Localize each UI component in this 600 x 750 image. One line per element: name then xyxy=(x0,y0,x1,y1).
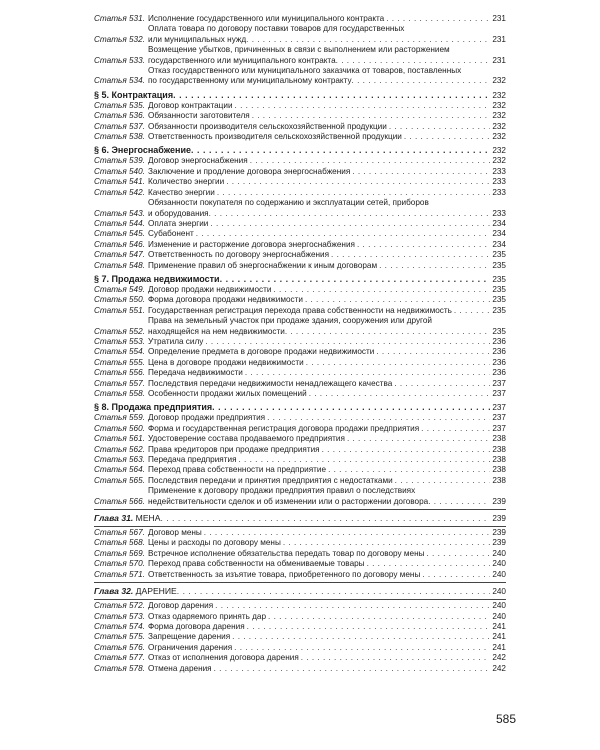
article-title-text: Обязанности заготовителя xyxy=(148,111,250,121)
article-label: Статья 561. xyxy=(94,434,145,444)
article-label: Статья 550. xyxy=(94,295,145,305)
article-title xyxy=(148,66,490,87)
page-ref: 234 xyxy=(492,218,506,228)
page-ref: 233 xyxy=(492,177,506,187)
article-label: Статья 559. xyxy=(94,413,145,423)
article-label: Статья 560. xyxy=(94,423,145,433)
article-title xyxy=(148,379,490,389)
toc-entry[interactable] xyxy=(94,66,506,87)
article-title-text: Отказ от исполнения договора дарения xyxy=(148,653,299,663)
article-title xyxy=(148,261,490,271)
article-label: Статья 562. xyxy=(94,444,145,454)
article-title-text: Ответственность производителя сельскохозяйственной продукции xyxy=(148,132,402,142)
chapter-label: Глава 31. xyxy=(94,513,134,524)
article-title xyxy=(148,45,490,66)
page-ref: 235 xyxy=(492,284,506,294)
article-title-text: Договор контрактации xyxy=(148,100,233,110)
toc-entry[interactable] xyxy=(94,413,506,423)
article-title-text: Права кредиторов при продаже предприятия xyxy=(148,444,320,454)
page-ref: 232 xyxy=(492,121,506,131)
article-label: Статья 547. xyxy=(94,250,145,260)
toc-entry[interactable] xyxy=(94,664,506,674)
toc-entry[interactable] xyxy=(94,14,506,24)
page-ref: 238 xyxy=(492,465,506,475)
toc-entry[interactable] xyxy=(94,486,506,507)
page-ref: 232 xyxy=(492,100,506,110)
article-title-text: Количество энергии xyxy=(148,177,225,187)
toc-entry[interactable] xyxy=(94,337,506,347)
toc-entry[interactable] xyxy=(94,528,506,538)
toc-entry[interactable] xyxy=(94,156,506,166)
article-title xyxy=(148,559,490,569)
article-title xyxy=(148,24,490,45)
article-title-line2: находящейся на нем недвижимости xyxy=(148,326,285,336)
article-title-text: Запрещение дарения xyxy=(148,632,231,642)
article-title-line1: Отказ государственного или муниципального заказчика от товаров, поставленных xyxy=(148,66,462,76)
article-title xyxy=(148,622,490,632)
article-title xyxy=(148,434,490,444)
article-label: Статья 576. xyxy=(94,642,145,652)
article-title xyxy=(148,413,490,423)
article-label: Статья 573. xyxy=(94,611,145,621)
page-ref: 232 xyxy=(492,76,506,86)
page-ref: 235 xyxy=(492,274,506,284)
article-label: Статья 578. xyxy=(94,663,145,673)
article-title xyxy=(148,358,490,368)
article-label: Статья 570. xyxy=(94,559,145,569)
article-label: Статья 574. xyxy=(94,621,145,631)
section-heading[interactable] xyxy=(94,402,506,413)
toc-entry[interactable] xyxy=(94,653,506,663)
article-title xyxy=(148,167,490,177)
section-title: § 6. Энергоснабжение . . . xyxy=(94,145,490,156)
article-label: Статья 539. xyxy=(94,156,145,166)
toc-entry[interactable] xyxy=(94,643,506,653)
article-label: Статья 554. xyxy=(94,347,145,357)
article-title xyxy=(148,285,490,295)
page-ref: 237 xyxy=(492,389,506,398)
article-title-line1: Применение к договору продажи предприятия правил о последствиях xyxy=(148,486,416,496)
article-title-text: Изменение и расторжение договора энергоснабжения xyxy=(148,239,355,249)
toc-entry[interactable] xyxy=(94,306,506,316)
article-title xyxy=(148,612,490,622)
article-title-text: Договор дарения xyxy=(148,601,214,611)
article-title-text: Последствия передачи недвижимости ненадлежащего качества xyxy=(148,378,393,388)
article-label: Статья 552. xyxy=(94,326,145,336)
article-title-text: Переход права собственности на обмениваемые товары xyxy=(148,559,365,569)
article-title xyxy=(148,156,490,166)
page-ref: 239 xyxy=(492,514,506,524)
article-label: Статья 546. xyxy=(94,239,145,249)
article-label: Статья 549. xyxy=(94,284,145,294)
article-title xyxy=(148,306,490,316)
toc-entry[interactable] xyxy=(94,379,506,389)
page-ref: 234 xyxy=(492,239,506,249)
article-title-line1: Возмещение убытков, причиненных в связи с выполнением или расторжением xyxy=(148,45,450,55)
page-ref: 240 xyxy=(492,587,506,597)
toc-entry[interactable] xyxy=(94,389,506,399)
article-title-line2: по государственному или муниципальному контракту xyxy=(148,76,352,86)
page-ref: 238 xyxy=(492,455,506,465)
article-title xyxy=(148,643,490,653)
page-ref: 235 xyxy=(492,295,506,305)
toc-entry[interactable] xyxy=(94,434,506,444)
chapter-title: Глава 32. ДАРЕНИЕ . . . xyxy=(94,586,490,597)
article-title-line2: и оборудования xyxy=(148,208,209,218)
toc-entry[interactable] xyxy=(94,167,506,177)
article-title-text: Определение предмета в договоре продажи недвижимости xyxy=(148,347,375,357)
toc-entry[interactable] xyxy=(94,570,506,580)
article-title-text: Особенности продажи жилых помещений xyxy=(148,389,307,398)
page-ref: 239 xyxy=(492,528,506,538)
article-title xyxy=(148,549,490,559)
toc-entry[interactable] xyxy=(94,177,506,187)
article-title xyxy=(148,316,490,337)
page-ref: 241 xyxy=(492,632,506,642)
page-ref: 240 xyxy=(492,548,506,558)
article-title xyxy=(148,424,490,434)
article-title-text: Форма договора дарения xyxy=(148,621,245,631)
divider xyxy=(94,599,506,600)
page-ref: 240 xyxy=(492,601,506,611)
divider xyxy=(94,526,506,527)
article-title-text: Отказ одаряемого принять дар xyxy=(148,611,267,621)
article-title-text: Передача недвижимости xyxy=(148,368,243,378)
article-title-text: Ответственность по договору энергоснабжения xyxy=(148,250,330,260)
article-title-text: Договор продажи недвижимости xyxy=(148,284,272,294)
article-title-line2: недействительности сделок и об изменении или о расторжении договора xyxy=(148,496,429,506)
article-label: Статья 577. xyxy=(94,653,145,663)
article-title xyxy=(148,250,490,260)
article-title-line1: Обязанности покупателя по содержанию и эксплуатации сетей, приборов xyxy=(148,198,429,208)
page-ref: 233 xyxy=(492,208,506,218)
page-ref: 240 xyxy=(492,559,506,569)
article-title-text: Оплата энергии xyxy=(148,218,209,228)
page-ref: 232 xyxy=(492,111,506,121)
article-title xyxy=(148,337,490,347)
page-ref: 237 xyxy=(492,403,506,413)
toc-entry[interactable] xyxy=(94,188,506,198)
article-title xyxy=(148,486,490,507)
page-ref: 232 xyxy=(492,90,506,100)
section-heading[interactable] xyxy=(94,274,506,285)
toc-entry[interactable] xyxy=(94,445,506,455)
page-ref: 231 xyxy=(492,14,506,23)
table-of-contents xyxy=(94,14,506,674)
chapter-heading[interactable] xyxy=(94,513,506,524)
page-ref: 232 xyxy=(492,156,506,166)
article-label: Статья 566. xyxy=(94,496,145,506)
page-ref: 241 xyxy=(492,621,506,631)
article-label: Статья 542. xyxy=(94,187,145,197)
article-title-line1: Оплата товара по договору поставки товаров для государственных xyxy=(148,24,405,34)
article-label: Статья 571. xyxy=(94,569,145,579)
article-title-text: Последствия передачи и принятия предприятия с недостатками xyxy=(148,475,393,485)
page-ref: 235 xyxy=(492,305,506,315)
article-title xyxy=(148,538,490,548)
article-title-text: Применение правил об энергоснабжении к иным договорам xyxy=(148,260,378,270)
article-label: Статья 533. xyxy=(94,55,145,65)
article-label: Статья 551. xyxy=(94,305,145,315)
article-title xyxy=(148,177,490,187)
article-label: Статья 534. xyxy=(94,76,145,86)
article-label: Статья 541. xyxy=(94,177,145,187)
toc-entry[interactable] xyxy=(94,316,506,337)
article-label: Статья 563. xyxy=(94,455,145,465)
article-title-text: Договор продажи предприятия xyxy=(148,413,266,423)
toc-entry[interactable] xyxy=(94,261,506,271)
article-title xyxy=(148,368,490,378)
article-title-text: Договор мены xyxy=(148,528,202,538)
article-label: Статья 556. xyxy=(94,368,145,378)
page-ref: 238 xyxy=(492,475,506,485)
divider xyxy=(94,582,506,583)
article-title xyxy=(148,455,490,465)
article-title-text: Ответственность за изъятие товара, приобретенного по договору мены xyxy=(148,569,421,579)
article-label: Статья 536. xyxy=(94,111,145,121)
article-title-text: Форма договора продажи недвижимости xyxy=(148,295,303,305)
article-label: Статья 568. xyxy=(94,538,145,548)
divider xyxy=(94,509,506,510)
section-title: § 8. Продажа предприятия . . . xyxy=(94,402,490,413)
article-label: Статья 548. xyxy=(94,260,145,270)
toc-entry[interactable] xyxy=(94,132,506,142)
toc-entry[interactable] xyxy=(94,424,506,434)
article-label: Статья 565. xyxy=(94,475,145,485)
toc-entry[interactable] xyxy=(94,285,506,295)
page-ref: 242 xyxy=(492,653,506,663)
article-title-text: Субабонент xyxy=(148,229,194,239)
article-title-text: Цены и расходы по договору мены xyxy=(148,538,281,548)
toc-entry[interactable] xyxy=(94,632,506,642)
toc-entry[interactable] xyxy=(94,368,506,378)
page-ref: 239 xyxy=(492,538,506,548)
page-ref: 241 xyxy=(492,642,506,652)
section-title: § 5. Контрактация . . . xyxy=(94,90,490,101)
article-label: Статья 553. xyxy=(94,336,145,346)
page-ref: 232 xyxy=(492,146,506,156)
toc-entry[interactable] xyxy=(94,45,506,66)
article-title xyxy=(148,132,490,142)
article-label: Статья 575. xyxy=(94,632,145,642)
chapter-title: Глава 31. МЕНА . . . xyxy=(94,513,490,524)
article-label: Статья 537. xyxy=(94,121,145,131)
article-title-text: Встречное исполнение обязательства передать товар по договору мены xyxy=(148,548,425,558)
article-title xyxy=(148,347,490,357)
toc-entry[interactable] xyxy=(94,111,506,121)
article-label: Статья 543. xyxy=(94,208,145,218)
article-title-text: Государственная регистрация перехода права собственности на недвижимость xyxy=(148,305,452,315)
article-label: Статья 567. xyxy=(94,528,145,538)
article-label: Статья 564. xyxy=(94,465,145,475)
page-ref: 231 xyxy=(492,55,506,65)
article-title-text: Ограничения дарения xyxy=(148,642,233,652)
page-ref: 232 xyxy=(492,132,506,142)
page-number: 585 xyxy=(495,712,516,726)
article-title xyxy=(148,111,490,121)
article-title xyxy=(148,295,490,305)
article-label: Статья 558. xyxy=(94,389,145,398)
page-ref: 238 xyxy=(492,444,506,454)
toc-entry[interactable] xyxy=(94,612,506,622)
article-label: Статья 555. xyxy=(94,357,145,367)
toc-entry[interactable] xyxy=(94,229,506,239)
article-title xyxy=(148,101,490,111)
article-title-text: Заключение и продление договора энергоснабжения xyxy=(148,166,351,176)
article-title xyxy=(148,465,490,475)
article-title-text: Передача предприятия xyxy=(148,455,237,465)
chapter-label: Глава 32. xyxy=(94,586,134,597)
article-title xyxy=(148,570,490,580)
toc-entry[interactable] xyxy=(94,198,506,219)
article-title-text: Исполнение государственного или муниципального контракта xyxy=(148,14,385,23)
page-ref: 236 xyxy=(492,368,506,378)
page-ref: 239 xyxy=(492,496,506,506)
article-title-text: Переход права собственности на предприятие xyxy=(148,465,327,475)
page-ref: 235 xyxy=(492,250,506,260)
article-label: Статья 535. xyxy=(94,100,145,110)
article-title-text: Отмена дарения xyxy=(148,663,212,673)
article-label: Статья 545. xyxy=(94,229,145,239)
article-title-text: Цена в договоре продажи недвижимости xyxy=(148,357,304,367)
page-ref: 240 xyxy=(492,569,506,579)
toc-entry[interactable] xyxy=(94,122,506,132)
page-ref: 233 xyxy=(492,166,506,176)
page-ref: 231 xyxy=(492,34,506,44)
toc-entry[interactable] xyxy=(94,24,506,45)
article-title-text: Утратила силу xyxy=(148,336,204,346)
toc-entry[interactable] xyxy=(94,347,506,357)
article-title xyxy=(148,14,490,24)
article-label: Статья 538. xyxy=(94,132,145,142)
toc-entry[interactable] xyxy=(94,549,506,559)
page-ref: 234 xyxy=(492,229,506,239)
toc-entry[interactable] xyxy=(94,601,506,611)
chapter-heading[interactable] xyxy=(94,586,506,597)
page-ref: 237 xyxy=(492,413,506,423)
article-title xyxy=(148,240,490,250)
article-title xyxy=(148,653,490,663)
article-title xyxy=(148,664,490,674)
toc-entry[interactable] xyxy=(94,250,506,260)
article-title-text: Договор энергоснабжения xyxy=(148,156,248,166)
section-heading[interactable] xyxy=(94,145,506,156)
page-ref: 235 xyxy=(492,260,506,270)
toc-entry[interactable] xyxy=(94,219,506,229)
article-label: Статья 532. xyxy=(94,34,145,44)
page-ref: 236 xyxy=(492,357,506,367)
article-title xyxy=(148,601,490,611)
toc-entry[interactable] xyxy=(94,622,506,632)
article-label: Статья 557. xyxy=(94,378,145,388)
article-title xyxy=(148,445,490,455)
article-label: Статья 569. xyxy=(94,548,145,558)
article-title xyxy=(148,632,490,642)
article-title xyxy=(148,476,490,486)
article-title-text: Качество энергии xyxy=(148,187,215,197)
article-title xyxy=(148,389,490,399)
article-label: Статья 572. xyxy=(94,601,145,611)
toc-entry[interactable] xyxy=(94,295,506,305)
page-ref: 238 xyxy=(492,434,506,444)
article-label: Статья 531. xyxy=(94,14,145,23)
article-title-text: Форма и государственная регистрация договора продажи предприятия xyxy=(148,423,420,433)
toc-entry[interactable] xyxy=(94,358,506,368)
page-ref: 235 xyxy=(492,326,506,336)
page-ref: 237 xyxy=(492,378,506,388)
article-title xyxy=(148,122,490,132)
article-title-line1: Права на земельный участок при продаже здания, сооружения или другой xyxy=(148,316,432,326)
page-ref: 240 xyxy=(492,611,506,621)
article-title xyxy=(148,198,490,219)
article-title-text: Обязанности производителя сельскохозяйственной продукции xyxy=(148,121,387,131)
page-ref: 236 xyxy=(492,347,506,357)
article-title-line2: или муниципальных нужд xyxy=(148,34,247,44)
page-ref: 236 xyxy=(492,336,506,346)
toc-entry[interactable] xyxy=(94,240,506,250)
page-ref: 233 xyxy=(492,187,506,197)
article-title-text: Удостоверение состава продаваемого предприятия xyxy=(148,434,345,444)
article-title xyxy=(148,229,490,239)
article-title xyxy=(148,528,490,538)
article-title-line2: государственного или муниципального контракта xyxy=(148,55,336,65)
article-title xyxy=(148,219,490,229)
toc-entry[interactable] xyxy=(94,538,506,548)
toc-entry[interactable] xyxy=(94,455,506,465)
toc-entry[interactable] xyxy=(94,559,506,569)
article-label: Статья 540. xyxy=(94,166,145,176)
toc-entry[interactable] xyxy=(94,101,506,111)
toc-entry[interactable] xyxy=(94,476,506,486)
page-ref: 237 xyxy=(492,423,506,433)
section-heading[interactable] xyxy=(94,90,506,101)
toc-entry[interactable] xyxy=(94,465,506,475)
section-title: § 7. Продажа недвижимости . . . xyxy=(94,274,490,285)
page-ref: 242 xyxy=(492,663,506,673)
article-label: Статья 544. xyxy=(94,218,145,228)
article-title xyxy=(148,188,490,198)
